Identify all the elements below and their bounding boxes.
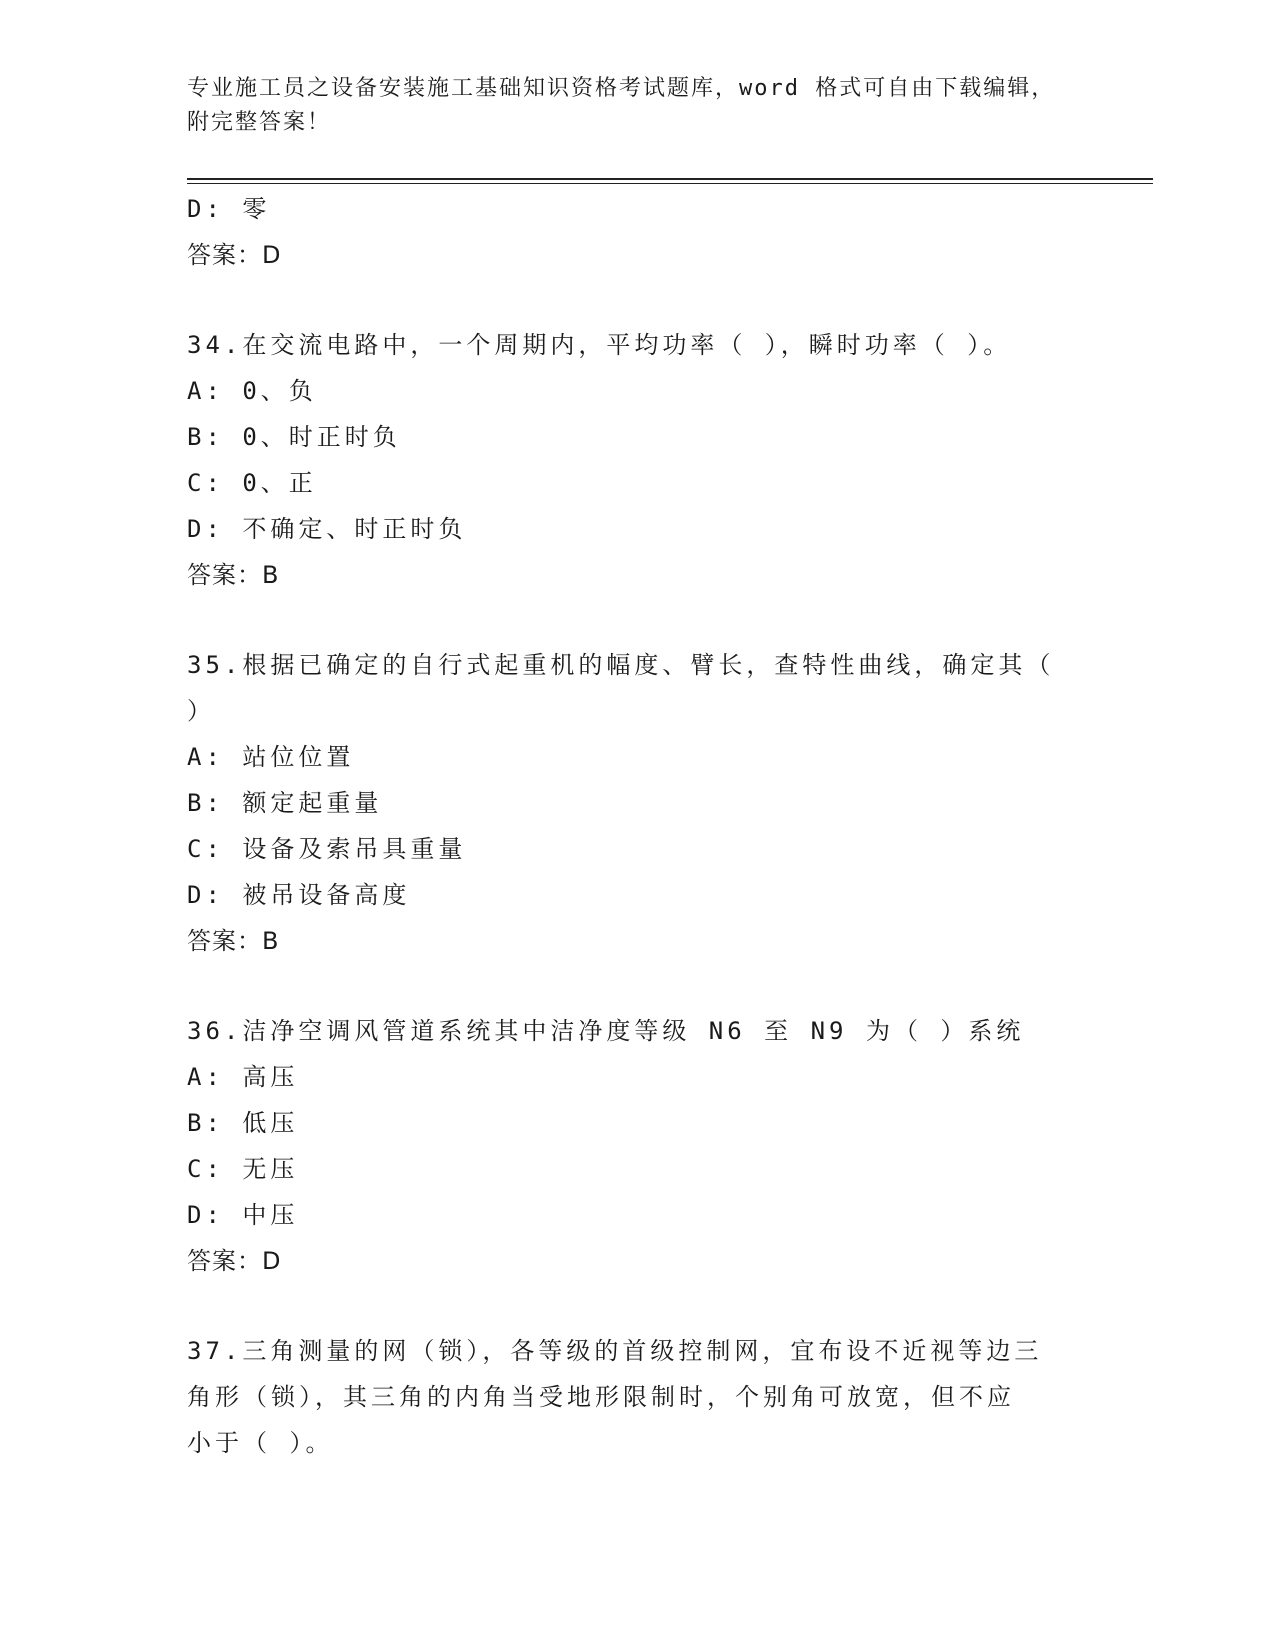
question-37-stem-line-1: 37.三角测量的网（锁），各等级的首级控制网，宜布设不近视等边三 [187, 1337, 1043, 1365]
document-header [187, 72, 1087, 140]
question-35-stem-line-1: 35.根据已确定的自行式起重机的幅度、臂长，查特性曲线，确定其（ [187, 651, 1055, 679]
option-d: D: 零 [187, 195, 271, 223]
answer: 答案：D [187, 241, 282, 269]
header-title-line-2: 附完整答案！ [187, 110, 332, 135]
question-36-stem: 36.洁净空调风管道系统其中洁净度等级 N6 至 N9 为（ ）系统 [187, 1017, 1025, 1045]
question-36-answer: 答案：D [187, 1247, 282, 1275]
question-36-option-b: B: 低压 [187, 1109, 299, 1137]
header-divider-thick [187, 178, 1153, 180]
question-34-stem: 34.在交流电路中，一个周期内，平均功率（ ），瞬时功率（ ）。 [187, 331, 1012, 359]
question-37-stem-line-2: 角形（锁），其三角的内角当受地形限制时，个别角可放宽，但不应 [187, 1383, 1015, 1411]
question-35-option-b: B: 额定起重量 [187, 789, 383, 817]
question-34-option-d: D: 不确定、时正时负 [187, 515, 467, 543]
question-list [187, 186, 1087, 1466]
question-35-option-d: D: 被吊设备高度 [187, 881, 411, 909]
spacer [187, 278, 1087, 322]
spacer [187, 598, 1087, 642]
spacer [187, 964, 1087, 1008]
header-title-line-1: 专业施工员之设备安装施工基础知识资格考试题库，word 格式可自由下载编辑， [187, 76, 1056, 101]
question-36-option-a: A: 高压 [187, 1063, 299, 1091]
question-34-option-a: A: 0、负 [187, 377, 317, 405]
question-34-option-c: C: 0、正 [187, 469, 317, 497]
question-34-answer: 答案：B [187, 561, 280, 589]
question-35-option-a: A: 站位位置 [187, 743, 355, 771]
question-35-answer: 答案：B [187, 927, 280, 955]
question-36-option-c: C: 无压 [187, 1155, 299, 1183]
question-36-option-d: D: 中压 [187, 1201, 299, 1229]
header-divider-thin [187, 183, 1153, 184]
question-35-stem-line-2: ） [187, 697, 215, 725]
question-34-option-b: B: 0、时正时负 [187, 423, 401, 451]
question-37-stem-line-3: 小于（ ）。 [187, 1429, 334, 1457]
spacer [187, 1284, 1087, 1328]
question-35-option-c: C: 设备及索吊具重量 [187, 835, 467, 863]
